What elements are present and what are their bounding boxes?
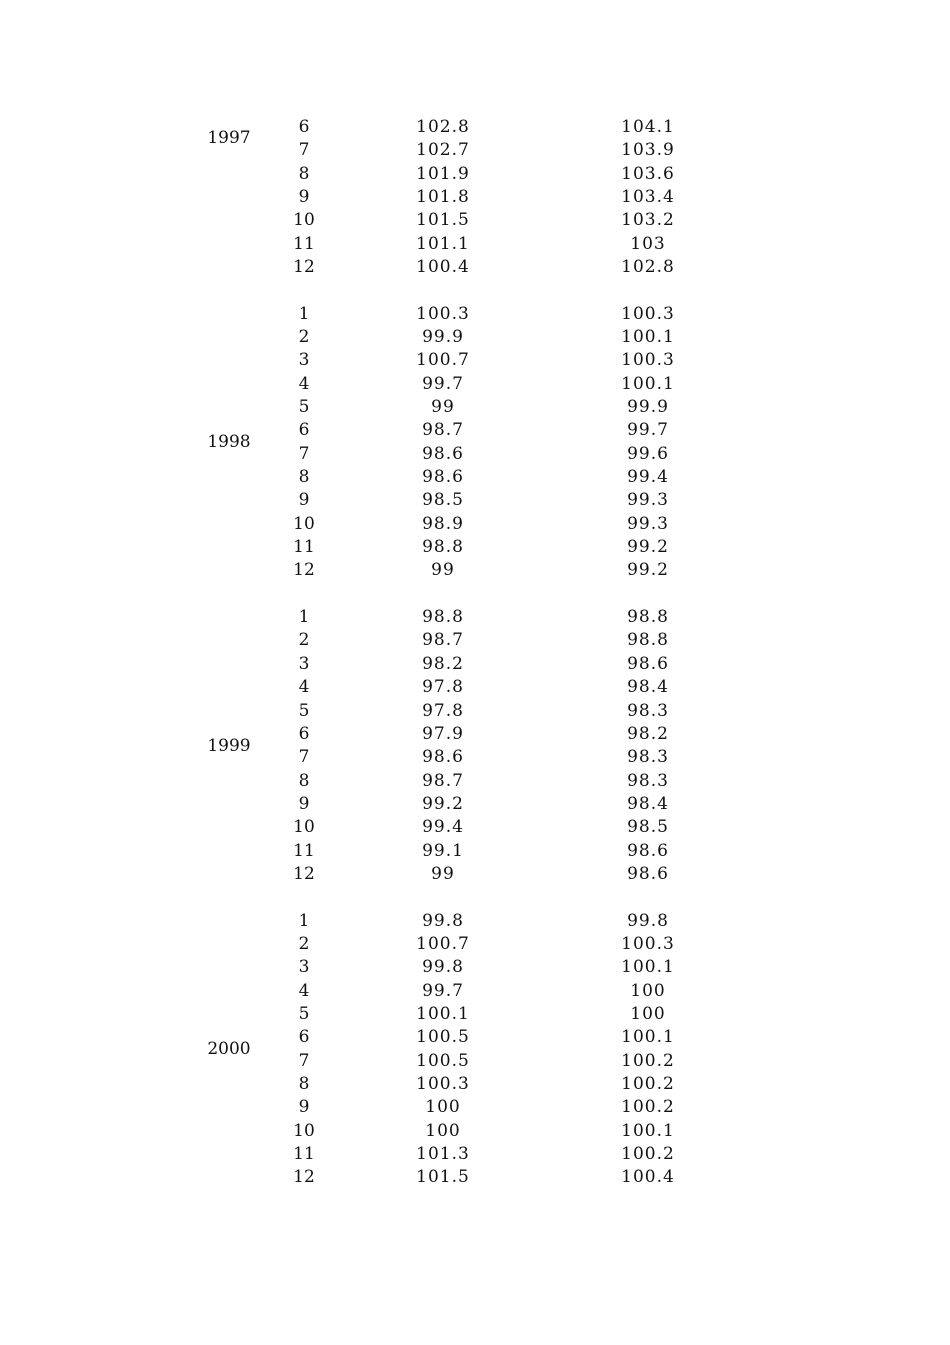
month-cell: 2 [298, 933, 310, 954]
table-row [0, 933, 950, 956]
month-cell: 1 [298, 303, 310, 324]
year-block [0, 910, 950, 1190]
value-cell-col2: 98.3 [627, 700, 669, 721]
table-row [0, 956, 950, 979]
value-cell-col2: 98.6 [627, 653, 669, 674]
value-cell-col2: 98.8 [627, 630, 669, 651]
value-cell-col2: 100.1 [621, 1027, 675, 1048]
value-cell-col2: 103.9 [621, 140, 675, 161]
value-cell-col1: 99.7 [422, 980, 464, 1001]
month-cell: 10 [293, 817, 315, 838]
month-cell: 3 [298, 653, 310, 674]
month-cell: 12 [293, 1167, 315, 1188]
month-cell: 10 [293, 513, 315, 534]
value-cell-col2: 100.3 [621, 933, 675, 954]
table-row [0, 443, 950, 466]
year-block [0, 116, 950, 279]
value-cell-col2: 104.1 [621, 117, 675, 137]
value-cell-col1: 100.4 [416, 257, 470, 278]
value-cell-col2: 99.2 [627, 537, 669, 558]
value-cell-col2: 100 [630, 980, 666, 1001]
value-cell-col2: 100.2 [621, 1097, 675, 1118]
table-row [0, 209, 950, 232]
value-cell-col1: 100.3 [416, 303, 470, 324]
value-cell-col2: 98.5 [627, 817, 669, 838]
month-cell: 12 [293, 863, 315, 884]
table-row [0, 303, 950, 326]
value-cell-col1: 101.1 [416, 233, 470, 254]
table-row [0, 536, 950, 559]
month-cell: 2 [298, 327, 310, 348]
table-row [0, 489, 950, 512]
value-cell-col2: 100.1 [621, 957, 675, 978]
value-cell-col1: 102.7 [416, 140, 470, 161]
month-cell: 3 [298, 350, 310, 371]
table-row [0, 559, 950, 582]
table-row [0, 1143, 950, 1166]
month-cell: 12 [293, 257, 315, 278]
month-cell: 6 [298, 117, 310, 137]
month-cell: 5 [298, 1003, 310, 1024]
value-cell-col1: 100.3 [416, 1073, 470, 1094]
month-cell: 9 [298, 793, 310, 814]
year-block [0, 303, 950, 583]
value-cell-col1: 100.7 [416, 350, 470, 371]
value-cell-col1: 98.6 [422, 443, 464, 464]
value-cell-col1: 100 [425, 1097, 461, 1118]
value-cell-col2: 99.4 [627, 467, 669, 488]
month-cell: 2 [298, 630, 310, 651]
month-cell: 8 [298, 770, 310, 791]
table-row [0, 863, 950, 886]
table-row [0, 396, 950, 419]
value-cell-col2: 98.6 [627, 863, 669, 884]
table-row [0, 163, 950, 186]
table-row [0, 1096, 950, 1119]
value-cell-col2: 98.3 [627, 747, 669, 768]
table-row [0, 1050, 950, 1073]
value-cell-col1: 98.7 [422, 420, 464, 441]
table-row [0, 256, 950, 279]
value-cell-col1: 99.4 [422, 817, 464, 838]
value-cell-col1: 100.7 [416, 933, 470, 954]
month-cell: 7 [298, 1050, 310, 1071]
value-cell-col1: 99 [431, 863, 455, 884]
month-cell: 6 [298, 420, 310, 441]
value-cell-col1: 97.9 [422, 723, 464, 744]
month-cell: 7 [298, 747, 310, 768]
value-cell-col1: 101.5 [416, 210, 470, 231]
table-row [0, 910, 950, 933]
value-cell-col1: 100.5 [416, 1050, 470, 1071]
table-row [0, 1166, 950, 1189]
value-cell-col2: 100.3 [621, 350, 675, 371]
value-cell-col2: 98.6 [627, 840, 669, 861]
value-cell-col1: 99 [431, 560, 455, 581]
month-cell: 6 [298, 723, 310, 744]
value-cell-col1: 98.7 [422, 770, 464, 791]
data-table [0, 116, 950, 1190]
value-cell-col1: 100.5 [416, 1027, 470, 1048]
year-label: 1998 [207, 432, 251, 453]
table-row [0, 723, 950, 746]
month-cell: 12 [293, 560, 315, 581]
month-cell: 1 [298, 607, 310, 628]
value-cell-col2: 100.2 [621, 1073, 675, 1094]
table-row [0, 700, 950, 723]
table-row [0, 326, 950, 349]
value-cell-col1: 98.2 [422, 653, 464, 674]
value-cell-col1: 99.8 [422, 910, 464, 931]
value-cell-col2: 99.3 [627, 513, 669, 534]
value-cell-col1: 102.8 [416, 117, 470, 137]
month-cell: 4 [298, 980, 310, 1001]
value-cell-col1: 98.9 [422, 513, 464, 534]
table-row [0, 419, 950, 442]
table-row [0, 1073, 950, 1096]
month-cell: 10 [293, 1120, 315, 1141]
value-cell-col1: 99.9 [422, 327, 464, 348]
value-cell-col2: 100.1 [621, 1120, 675, 1141]
value-cell-col2: 98.2 [627, 723, 669, 744]
table-row [0, 233, 950, 256]
value-cell-col1: 98.6 [422, 747, 464, 768]
value-cell-col1: 101.5 [416, 1167, 470, 1188]
value-cell-col1: 101.3 [416, 1143, 470, 1164]
table-row [0, 466, 950, 489]
value-cell-col2: 103.4 [621, 187, 675, 208]
month-cell: 8 [298, 1073, 310, 1094]
table-row [0, 373, 950, 396]
month-cell: 3 [298, 957, 310, 978]
table-row [0, 629, 950, 652]
value-cell-col2: 100.1 [621, 373, 675, 394]
month-cell: 7 [298, 140, 310, 161]
table-row [0, 793, 950, 816]
table-row [0, 840, 950, 863]
value-cell-col2: 100.2 [621, 1050, 675, 1071]
value-cell-col1: 98.5 [422, 490, 464, 511]
value-cell-col1: 99.8 [422, 957, 464, 978]
table-row [0, 1026, 950, 1049]
value-cell-col1: 97.8 [422, 677, 464, 698]
value-cell-col2: 102.8 [621, 257, 675, 278]
table-row [0, 349, 950, 372]
month-cell: 11 [293, 840, 315, 861]
value-cell-col1: 101.9 [416, 163, 470, 184]
month-cell: 9 [298, 187, 310, 208]
table-row [0, 139, 950, 162]
value-cell-col2: 98.8 [627, 607, 669, 628]
value-cell-col1: 98.6 [422, 467, 464, 488]
table-row [0, 653, 950, 676]
value-cell-col2: 99.6 [627, 443, 669, 464]
table-row [0, 186, 950, 209]
month-cell: 1 [298, 910, 310, 931]
value-cell-col2: 103.6 [621, 163, 675, 184]
month-cell: 4 [298, 677, 310, 698]
table-row [0, 606, 950, 629]
table-row [0, 980, 950, 1003]
value-cell-col2: 99.2 [627, 560, 669, 581]
value-cell-col1: 101.8 [416, 187, 470, 208]
year-block [0, 606, 950, 886]
value-cell-col1: 99 [431, 397, 455, 418]
table-row [0, 770, 950, 793]
table-row [0, 676, 950, 699]
value-cell-col2: 98.3 [627, 770, 669, 791]
value-cell-col1: 98.8 [422, 537, 464, 558]
table-row [0, 816, 950, 839]
value-cell-col1: 100.1 [416, 1003, 470, 1024]
year-label: 1999 [207, 735, 251, 756]
value-cell-col2: 99.9 [627, 397, 669, 418]
month-cell: 7 [298, 443, 310, 464]
value-cell-col1: 99.2 [422, 793, 464, 814]
value-cell-col1: 99.1 [422, 840, 464, 861]
month-cell: 4 [298, 373, 310, 394]
value-cell-col2: 100.1 [621, 327, 675, 348]
table-row [0, 1003, 950, 1026]
month-cell: 11 [293, 233, 315, 254]
month-cell: 8 [298, 163, 310, 184]
month-cell: 6 [298, 1027, 310, 1048]
month-cell: 5 [298, 397, 310, 418]
month-cell: 11 [293, 1143, 315, 1164]
value-cell-col2: 98.4 [627, 677, 669, 698]
value-cell-col2: 103 [630, 233, 666, 254]
year-label: 2000 [207, 1038, 251, 1059]
month-cell: 8 [298, 467, 310, 488]
month-cell: 11 [293, 537, 315, 558]
value-cell-col1: 100 [425, 1120, 461, 1141]
value-cell-col2: 103.2 [621, 210, 675, 231]
month-cell: 5 [298, 700, 310, 721]
value-cell-col1: 98.8 [422, 607, 464, 628]
value-cell-col2: 100 [630, 1003, 666, 1024]
table-row [0, 513, 950, 536]
value-cell-col2: 99.7 [627, 420, 669, 441]
year-label: 1997 [207, 127, 251, 148]
table-row [0, 116, 950, 139]
value-cell-col2: 98.4 [627, 793, 669, 814]
value-cell-col1: 97.8 [422, 700, 464, 721]
table-row [0, 1120, 950, 1143]
table-row [0, 746, 950, 769]
value-cell-col2: 100.4 [621, 1167, 675, 1188]
value-cell-col2: 100.3 [621, 303, 675, 324]
month-cell: 10 [293, 210, 315, 231]
value-cell-col2: 100.2 [621, 1143, 675, 1164]
month-cell: 9 [298, 490, 310, 511]
value-cell-col1: 98.7 [422, 630, 464, 651]
value-cell-col2: 99.3 [627, 490, 669, 511]
month-cell: 9 [298, 1097, 310, 1118]
value-cell-col1: 99.7 [422, 373, 464, 394]
value-cell-col2: 99.8 [627, 910, 669, 931]
